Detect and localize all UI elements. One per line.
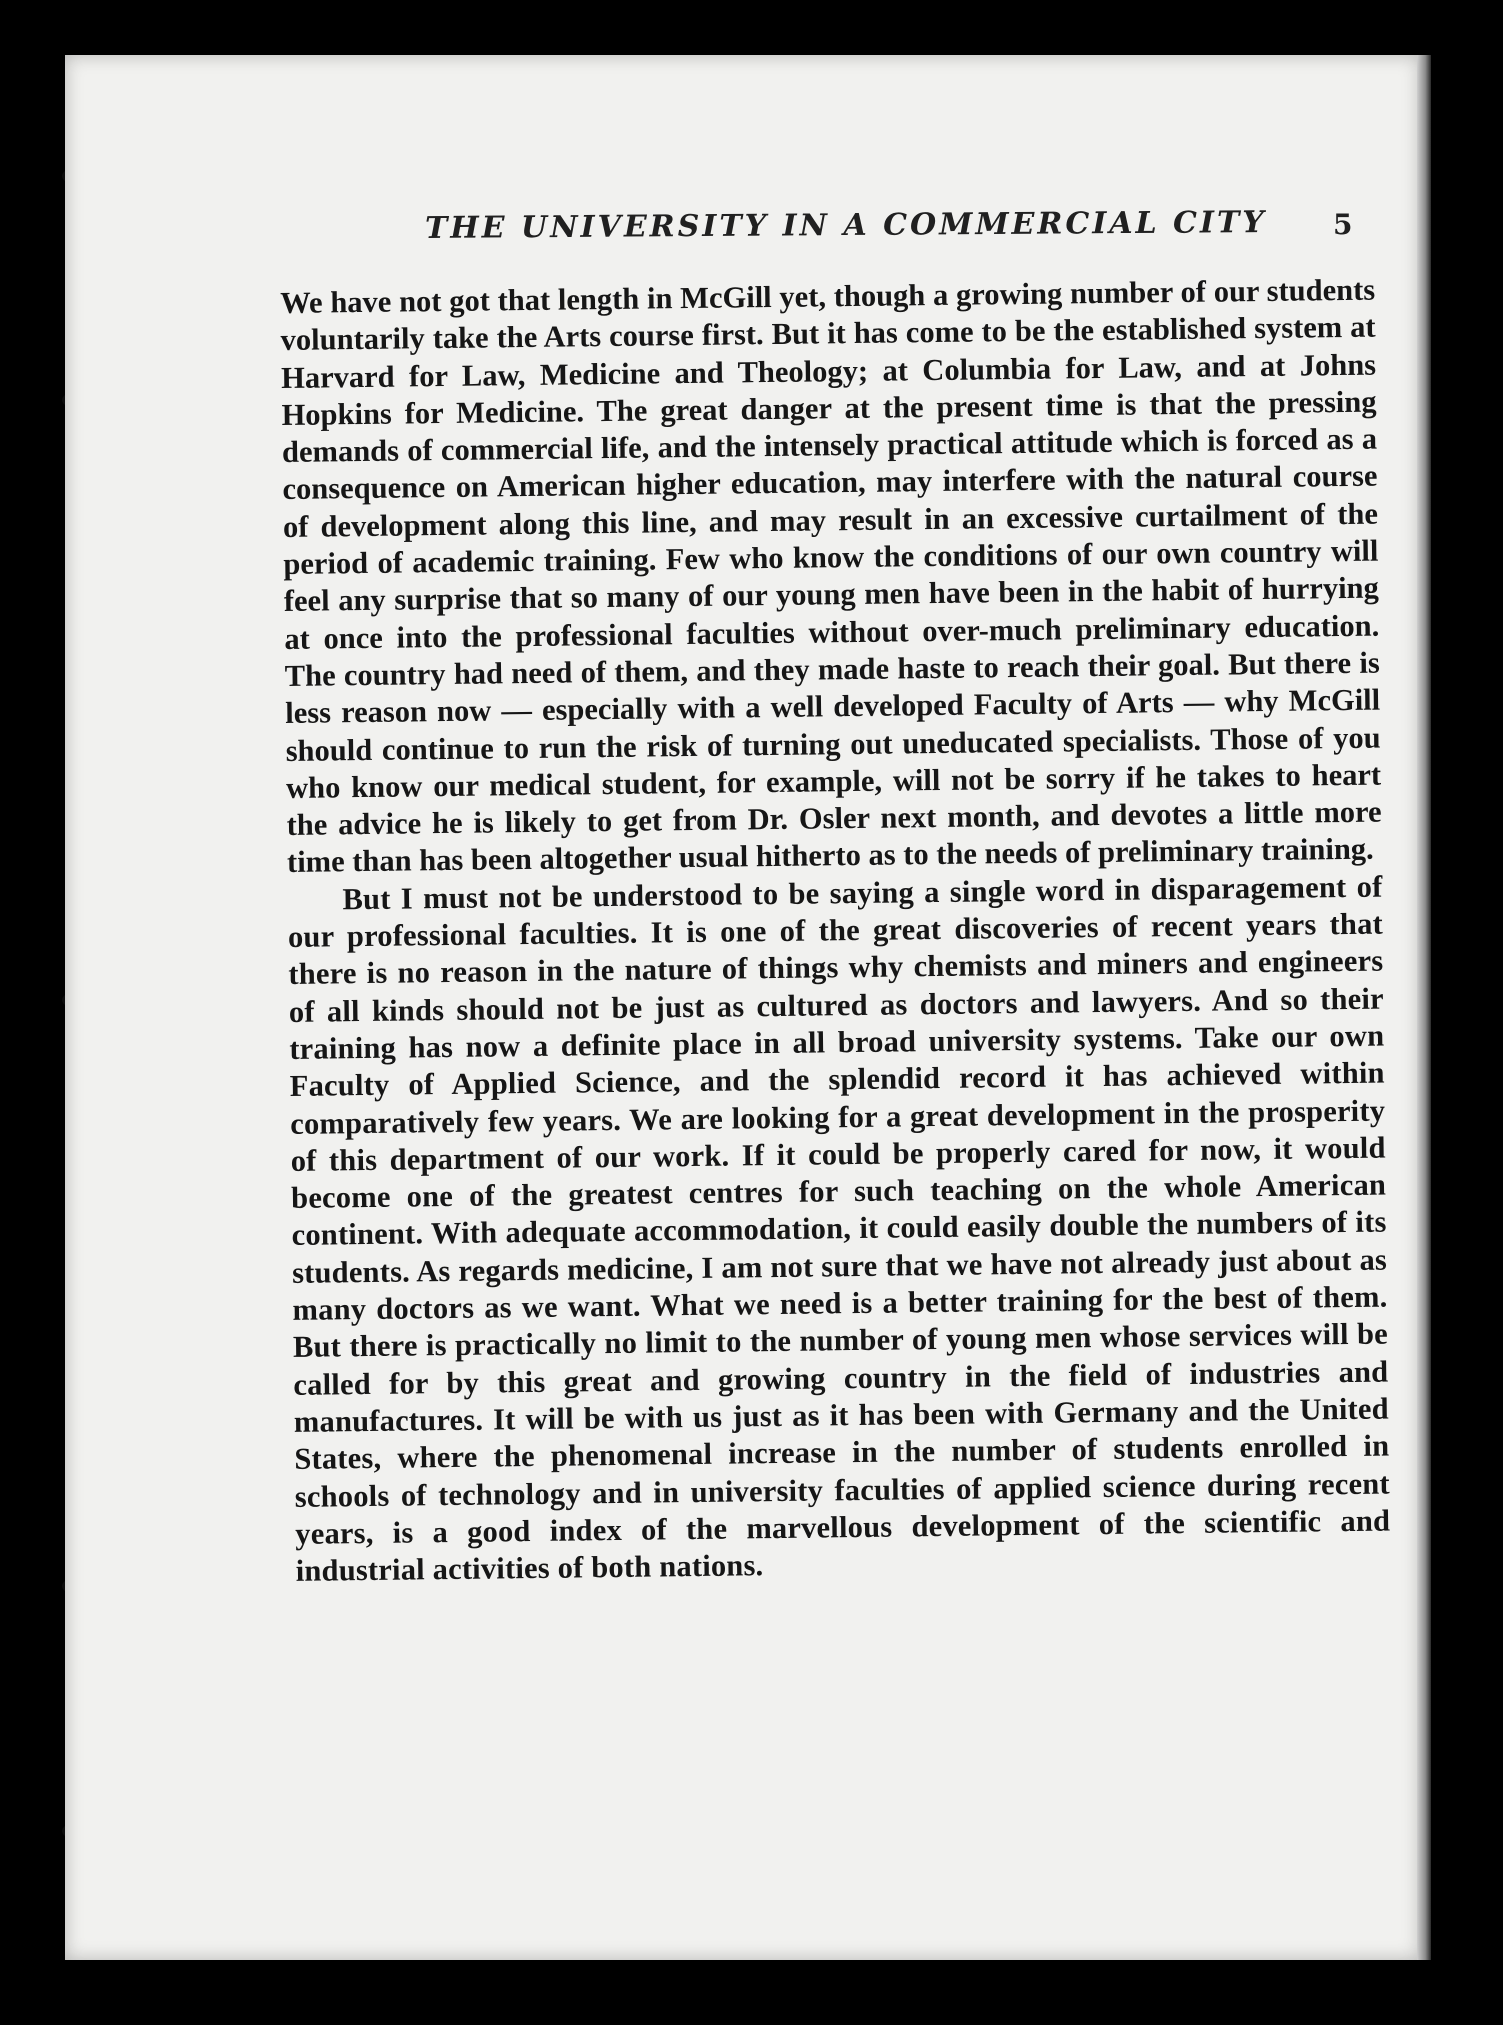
paragraph: But I must not be understood to be saying a single word in disparagement of our professional faculties. It is one of the great discoveries of recent years that there is no reason in the nature of things why chemists and miners and engineers of all kinds should not be just as cultured as doctors and lawyers. And so their training has now a definite place in all broad university systems. Take our own Faculty of Applied Science, and the splendid record it has achieved within comparatively few years. We are looking for a great development in the prosperity of this department of our work. If it could be properly cared for now, it would become one of the greatest centres for such teaching on the whole American continent. With adequate accommodation, it could easily double the numbers of its students. As regards medicine, I am not sure that we have not already just about as many doctors as we want. What we need is a better training for the best of them. But there is practically no limit to the number of young men whose services will be called for by this great and growing country in the field of industries and manufactures. It will be with us just as it has been with Germany and the United States, where the phenomenal increase in the number of students enrolled in schools of technology and in university faculties of applied science during recent years, is a good index of the marvellous development of the scientific and industrial activities of both nations. bbox=[287, 869, 1391, 1588]
paragraph: We have not got that length in McGill yet, though a growing number of our students voluntarily take the Arts course first. But it has come to be the established system at Harvard for Law, Medicine and Theology; at Columbia for Law, and at Johns Hopkins for Medicine. The great danger at the present time is that the pressing demands of commercial life, and the intensely practical attitude which is forced as a consequence on American higher education, may interfere with the natural course of development along this line, and may result in an excessive curtailment of the period of academic training. Few who know the conditions of our own country will feel any surprise that so many of our young men have been in the habit of hurrying at once into the professional faculties without over-much preliminary education. The country had need of them, and they made haste to reach their goal. But there is less reason now — especially with a well developed Faculty of Arts — why McGill should continue to run the risk of turning out uneducated specialists. Those of you who know our medical student, for example, will not be sorry if he takes to heart the advice he is likely to get from Dr. Osler next month, and devotes a little more time than has been altogether usual hitherto as to the needs of preliminary training. bbox=[280, 272, 1382, 880]
page-number: 5 bbox=[1333, 208, 1353, 241]
page-edge bbox=[1417, 55, 1431, 1960]
running-title: THE UNIVERSITY IN A COMMERCIAL CITY bbox=[424, 205, 1267, 246]
body-text bbox=[280, 272, 1391, 1591]
